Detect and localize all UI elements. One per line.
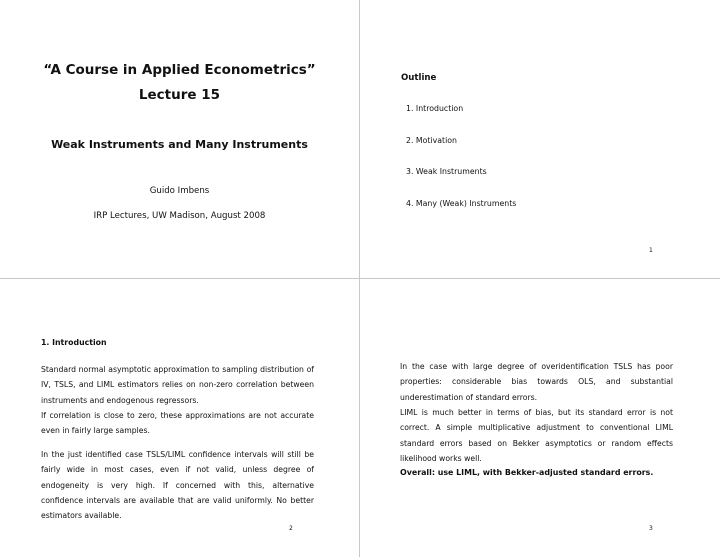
outline-item: 2. Motivation (406, 136, 457, 145)
page-number: 2 (289, 525, 293, 532)
outline-item: 3. Weak Instruments (406, 167, 487, 176)
outline-heading: Outline (401, 73, 437, 83)
paragraph: In the just identified case TSLS/LIML confidence intervals will still be fairly wide in most cases, even if not valid, unless degree of endogeneity is very high. If concerned with this, alternative confidence intervals are available that are valid uniformly. No better estimators available. (41, 450, 314, 521)
outline-item: 1. Introduction (406, 104, 464, 113)
author-name: Guido Imbens (149, 186, 210, 196)
slide-summary (360, 279, 720, 557)
conclusion-statement: Overall: use LIML, with Bekker-adjusted standard errors. (400, 468, 654, 477)
paragraph: Standard normal asymptotic approximation to sampling distribution of IV, TSLS, and LIML estimators relies on non-zero correlation between instruments and endogenous regressors. (41, 365, 314, 405)
venue-line: IRP Lectures, UW Madison, August 2008 (93, 211, 266, 221)
page-number: 1 (649, 247, 653, 254)
page-number: 3 (649, 525, 653, 532)
section-heading: 1. Introduction (41, 338, 107, 347)
lecture-subtitle: Weak Instruments and Many Instruments (51, 138, 308, 151)
paragraph: In the case with large degree of overidentification TSLS has poor properties: considerable bias towards OLS, and substantial underestimation of standard errors. (400, 362, 673, 402)
outline-item: 4. Many (Weak) Instruments (406, 199, 517, 208)
slide-title (0, 0, 359, 278)
lecture-series-title: “A Course in Applied Econometrics” (43, 62, 316, 78)
lecture-number: Lecture 15 (138, 87, 221, 103)
slide-introduction (0, 279, 359, 557)
slide-outline (360, 0, 720, 278)
paragraph: If correlation is close to zero, these approximations are not accurate even in fairly large samples. (41, 411, 314, 436)
paragraph: LIML is much better in terms of bias, but its standard error is not correct. A simple multiplicative adjustment to conventional LIML standard errors based on Bekker asymptotics or random effects likelihood works well. (400, 408, 673, 463)
